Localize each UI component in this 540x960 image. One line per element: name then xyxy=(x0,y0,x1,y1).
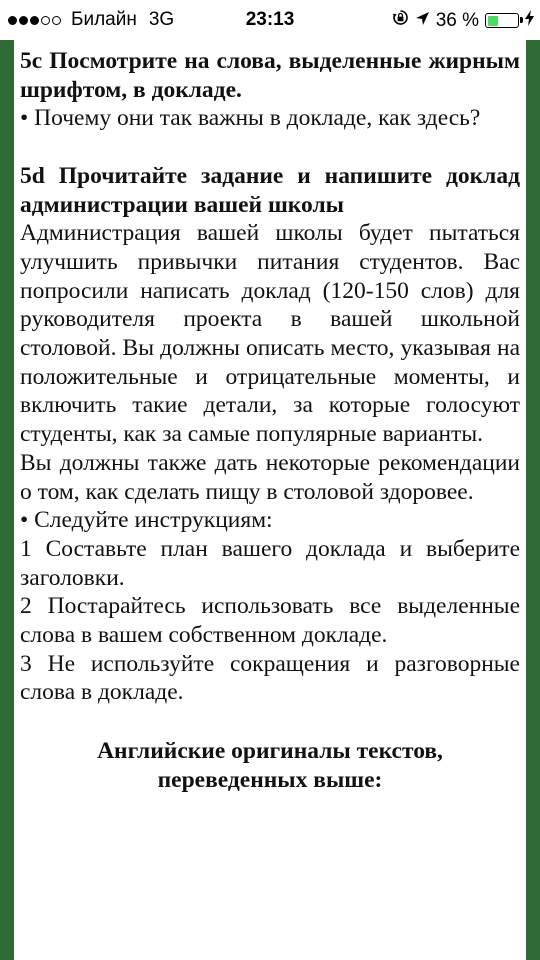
document-page xyxy=(14,40,526,960)
section-5d-recommendation: Вы должны также дать некоторые рекомендации о том, как сделать пищу в столовой здоровее. xyxy=(20,449,520,505)
battery-tip xyxy=(520,17,523,23)
status-bar xyxy=(0,0,540,40)
originals-title: Английские оригиналы текстов, переведенных выше: xyxy=(97,738,443,793)
battery-percent: 36 % xyxy=(435,9,479,31)
instruction-item-3: 3 Не используйте сокращения и разговорные слова в докладе. xyxy=(20,650,520,706)
lightning-icon xyxy=(525,10,534,32)
status-time: 23:13 xyxy=(245,9,295,30)
section-5c-question: • Почему они так важны в докладе, как здесь? xyxy=(20,105,481,132)
section-5d-heading: 5d Прочитайте задание и напишите доклад администрации вашей школы xyxy=(20,162,520,218)
section-5c-heading: 5c Посмотрите на слова, выделенные жирным шрифтом, в докладе. xyxy=(20,48,520,103)
rotation-lock-icon xyxy=(392,9,409,32)
location-arrow-icon xyxy=(415,10,430,32)
battery-icon xyxy=(485,13,519,28)
carrier-name: Билайн xyxy=(71,9,137,30)
instructions-intro: • Следуйте инструкциям: xyxy=(20,507,273,534)
paragraph-spacer xyxy=(20,707,520,737)
instruction-item-2: 2 Постарайтесь использовать все выделенные слова в вашем собственном докладе. xyxy=(20,593,520,649)
instruction-item-1: 1 Составьте план вашего доклада и выберите заголовки. xyxy=(20,535,520,591)
status-right xyxy=(386,9,534,32)
paragraph-spacer xyxy=(20,133,520,162)
network-type: 3G xyxy=(148,9,175,30)
section-5d-task: Администрация вашей школы будет пытаться улучшить привычки питания студентов. Вас попросили написать доклад (120-150 слов) для руководителя проекта в вашей школьной столовой. Вы должны описать место, указывая на положительные и отрицательные моменты, и включить такие детали, за которые голосуют студенты, как за самые популярные варианты. xyxy=(20,220,520,448)
battery-level-fill xyxy=(488,16,498,26)
